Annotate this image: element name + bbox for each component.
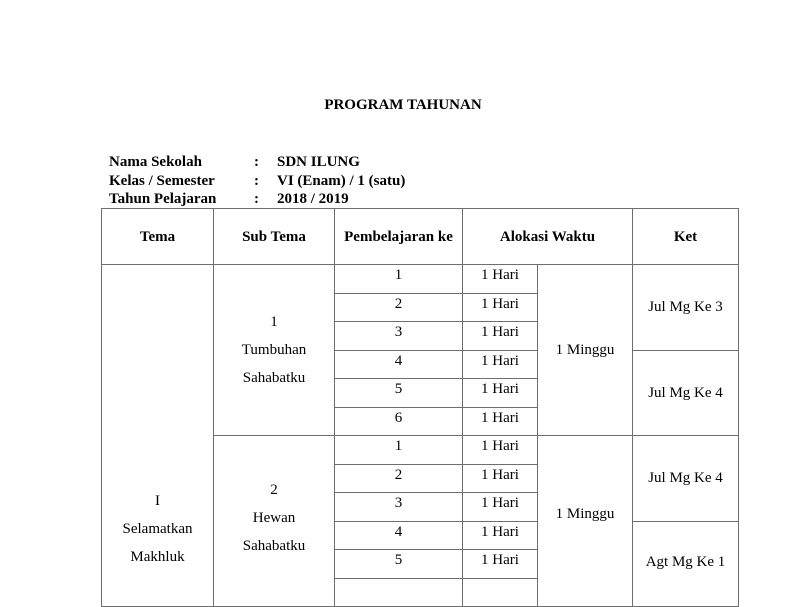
subtema-line2: Sahabatku [242, 370, 306, 386]
pembelajaran-cell: 5 [335, 379, 463, 408]
pembelajaran-cell: 2 [335, 293, 463, 322]
ket-cell: Jul Mg Ke 4 [633, 436, 739, 522]
pembelajaran-cell: 3 [335, 493, 463, 522]
tema-line1: Selamatkan [122, 521, 193, 537]
header-ket: Ket [633, 209, 739, 265]
hari-cell: 1 Hari [463, 322, 538, 351]
subtema-line1: Tumbuhan [241, 342, 307, 358]
meta-label: Tahun Pelajaran [109, 191, 217, 207]
subtema-number: 2 [270, 482, 278, 498]
hari-cell [463, 578, 538, 607]
meta-value: 2018 / 2019 [277, 191, 349, 207]
meta-separator: : [254, 172, 259, 189]
pembelajaran-cell [335, 578, 463, 607]
subtema-number: 1 [270, 314, 278, 330]
meta-row-school [109, 153, 405, 172]
pembelajaran-cell: 3 [335, 322, 463, 351]
pembelajaran-cell: 6 [335, 407, 463, 436]
meta-value: VI (Enam) / 1 (satu) [277, 172, 406, 189]
subtema-cell [214, 265, 335, 436]
tema-line2: Makhluk [130, 549, 185, 565]
pembelajaran-cell: 2 [335, 464, 463, 493]
subtema-line2: Sahabatku [242, 538, 306, 554]
header-alokasi-waktu: Alokasi Waktu [463, 209, 633, 265]
meta-row-year [109, 190, 405, 209]
pembelajaran-cell: 1 [335, 436, 463, 465]
minggu-cell: 1 Minggu [538, 436, 633, 607]
ket-cell: Jul Mg Ke 3 [633, 265, 739, 351]
table-row [102, 265, 739, 294]
program-table [101, 208, 739, 607]
tema-number: I [155, 493, 160, 509]
hari-cell: 1 Hari [463, 407, 538, 436]
ket-cell: Agt Mg Ke 1 [633, 521, 739, 607]
minggu-cell: 1 Minggu [538, 265, 633, 436]
header-sub-tema: Sub Tema [214, 209, 335, 265]
hari-cell: 1 Hari [463, 350, 538, 379]
tema-cell [102, 265, 214, 607]
header-tema: Tema [102, 209, 214, 265]
hari-cell: 1 Hari [463, 293, 538, 322]
table-header-row [102, 209, 739, 265]
meta-separator: : [254, 191, 259, 207]
subtema-cell [214, 436, 335, 607]
ket-cell: Jul Mg Ke 4 [633, 350, 739, 436]
pembelajaran-cell: 1 [335, 265, 463, 294]
meta-label: Nama Sekolah [109, 154, 202, 170]
pembelajaran-cell: 4 [335, 521, 463, 550]
hari-cell: 1 Hari [463, 521, 538, 550]
meta-row-class [109, 172, 405, 191]
pembelajaran-cell: 4 [335, 350, 463, 379]
hari-cell: 1 Hari [463, 265, 538, 294]
hari-cell: 1 Hari [463, 493, 538, 522]
header-pembelajaran: Pembelajaran ke [335, 209, 463, 265]
meta-value: SDN ILUNG [277, 154, 360, 170]
hari-cell: 1 Hari [463, 464, 538, 493]
meta-separator: : [254, 154, 259, 170]
document-title: PROGRAM TAHUNAN [324, 97, 482, 113]
document-meta [109, 153, 405, 209]
pembelajaran-cell: 5 [335, 550, 463, 579]
hari-cell: 1 Hari [463, 550, 538, 579]
hari-cell: 1 Hari [463, 379, 538, 408]
hari-cell: 1 Hari [463, 436, 538, 465]
subtema-line1: Hewan [252, 510, 296, 526]
meta-label: Kelas / Semester [109, 172, 215, 189]
